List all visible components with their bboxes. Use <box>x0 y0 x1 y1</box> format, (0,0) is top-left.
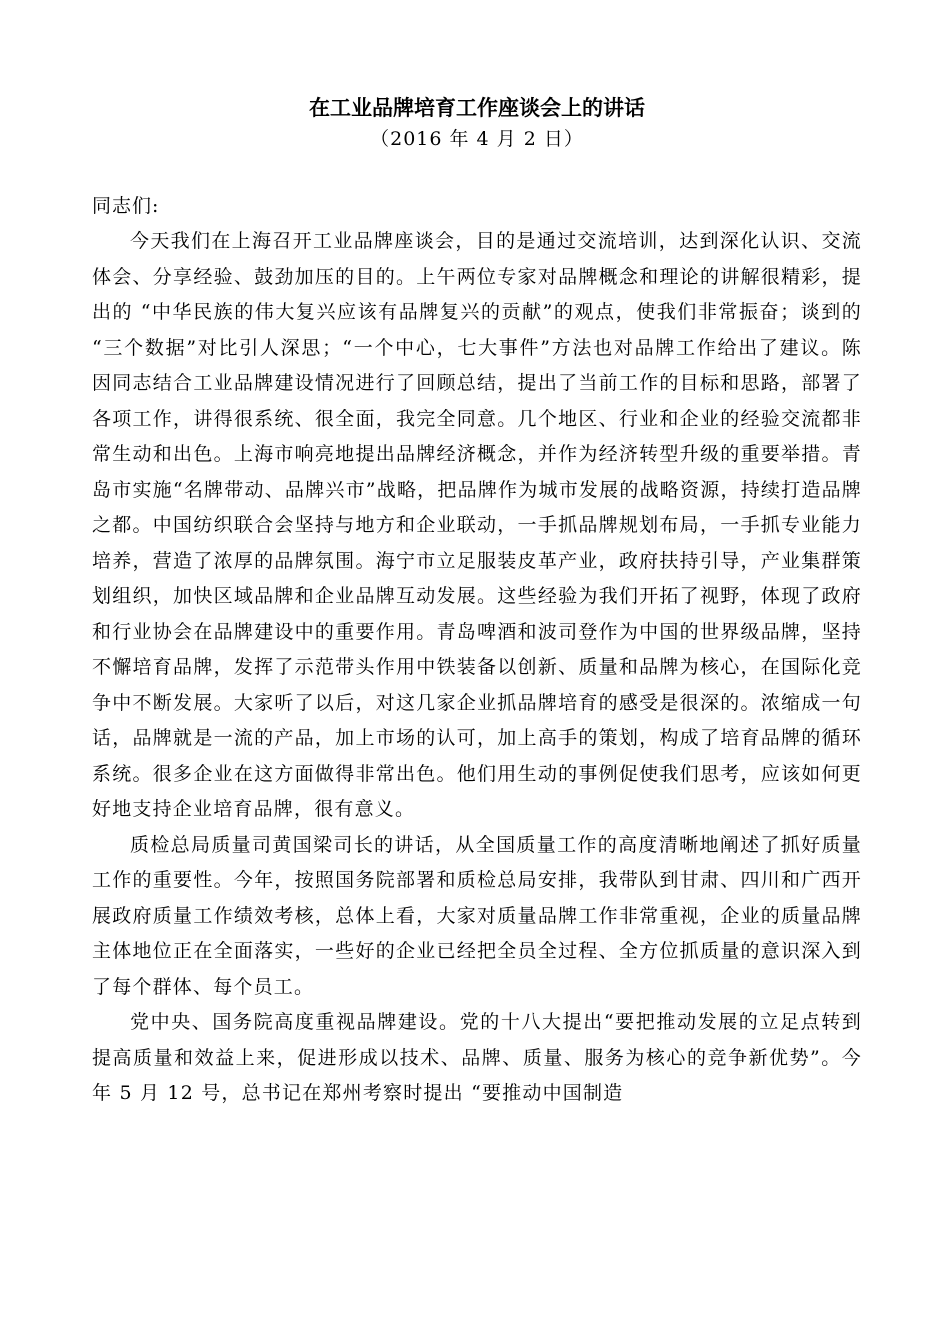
document-title: 在工业品牌培育工作座谈会上的讲话 <box>309 96 645 120</box>
paragraph-3: 党中央、国务院高度重视品牌建设。党的十八大提出“要把推动发展的立足点转到提高质量和效益上来，促进形成以技术、品牌、质量、服务为核心的竞争新优势”。今年 5 月 12 号，总书记在郑州考察时提出 “要推动中国制造 <box>92 1011 862 1104</box>
paragraph-1: 今天我们在上海召开工业品牌座谈会，目的是通过交流培训，达到深化认识、交流体会、分享经验、鼓劲加压的目的。上午两位专家对品牌概念和理论的讲解很精彩，提出的 “中华民族的伟大复兴应该有品牌复兴的贡献”的观点，使我们非常振奋；谈到的 “三个数据”对比引人深思；“一个中心，七大事件”方法也对品牌工作给出了建议。陈因同志结合工业品牌建设情况进行了回顾总结，提出了当前工作的目标和思路，部署了各项工作，讲得很系统、很全面，我完全同意。几个地区、行业和企业的经验交流都非常生动和出色。上海市响亮地提出品牌经济概念，并作为经济转型升级的重要举措。青岛市实施“名牌带动、品牌兴市”战略，把品牌作为城市发展的战略资源，持续打造品牌之都。中国纺织联合会坚持与地方和企业联动，一手抓品牌规划布局，一手抓专业能力培养，营造了浓厚的品牌氛围。海宁市立足服装皮革产业，政府扶持引导，产业集群策划组织，加快区域品牌和企业品牌互动发展。这些经验为我们开拓了视野，体现了政府和行业协会在品牌建设中的重要作用。青岛啤酒和波司登作为中国的世界级品牌，坚持不懈培育品牌，发挥了示范带头作用中铁装备以创新、质量和品牌为核心，在国际化竞争中不断发展。大家听了以后，对这几家企业抓品牌培育的感受是很深的。浓缩成一句话，品牌就是一流的产品，加上市场的认可，加上高手的策划，构成了培育品牌的循环系统。很多企业在这方面做得非常出色。他们用生动的事例促使我们思考，应该如何更好地支持企业培育品牌，很有意义。 <box>92 230 862 820</box>
salutation: 同志们: <box>92 195 160 217</box>
document-date: （2016 年 4 月 2 日） <box>370 128 584 150</box>
paragraph-2: 质检总局质量司黄国梁司长的讲话，从全国质量工作的高度清晰地阐述了抓好质量工作的重要性。今年，按照国务院部署和质检总局安排，我带队到甘肃、四川和广西开展政府质量工作绩效考核，总体上看，大家对质量品牌工作非常重视，企业的质量品牌主体地位正在全面落实，一些好的企业已经把全员全过程、全方位抓质量的意识深入到了每个群体、每个员工。 <box>92 833 862 998</box>
